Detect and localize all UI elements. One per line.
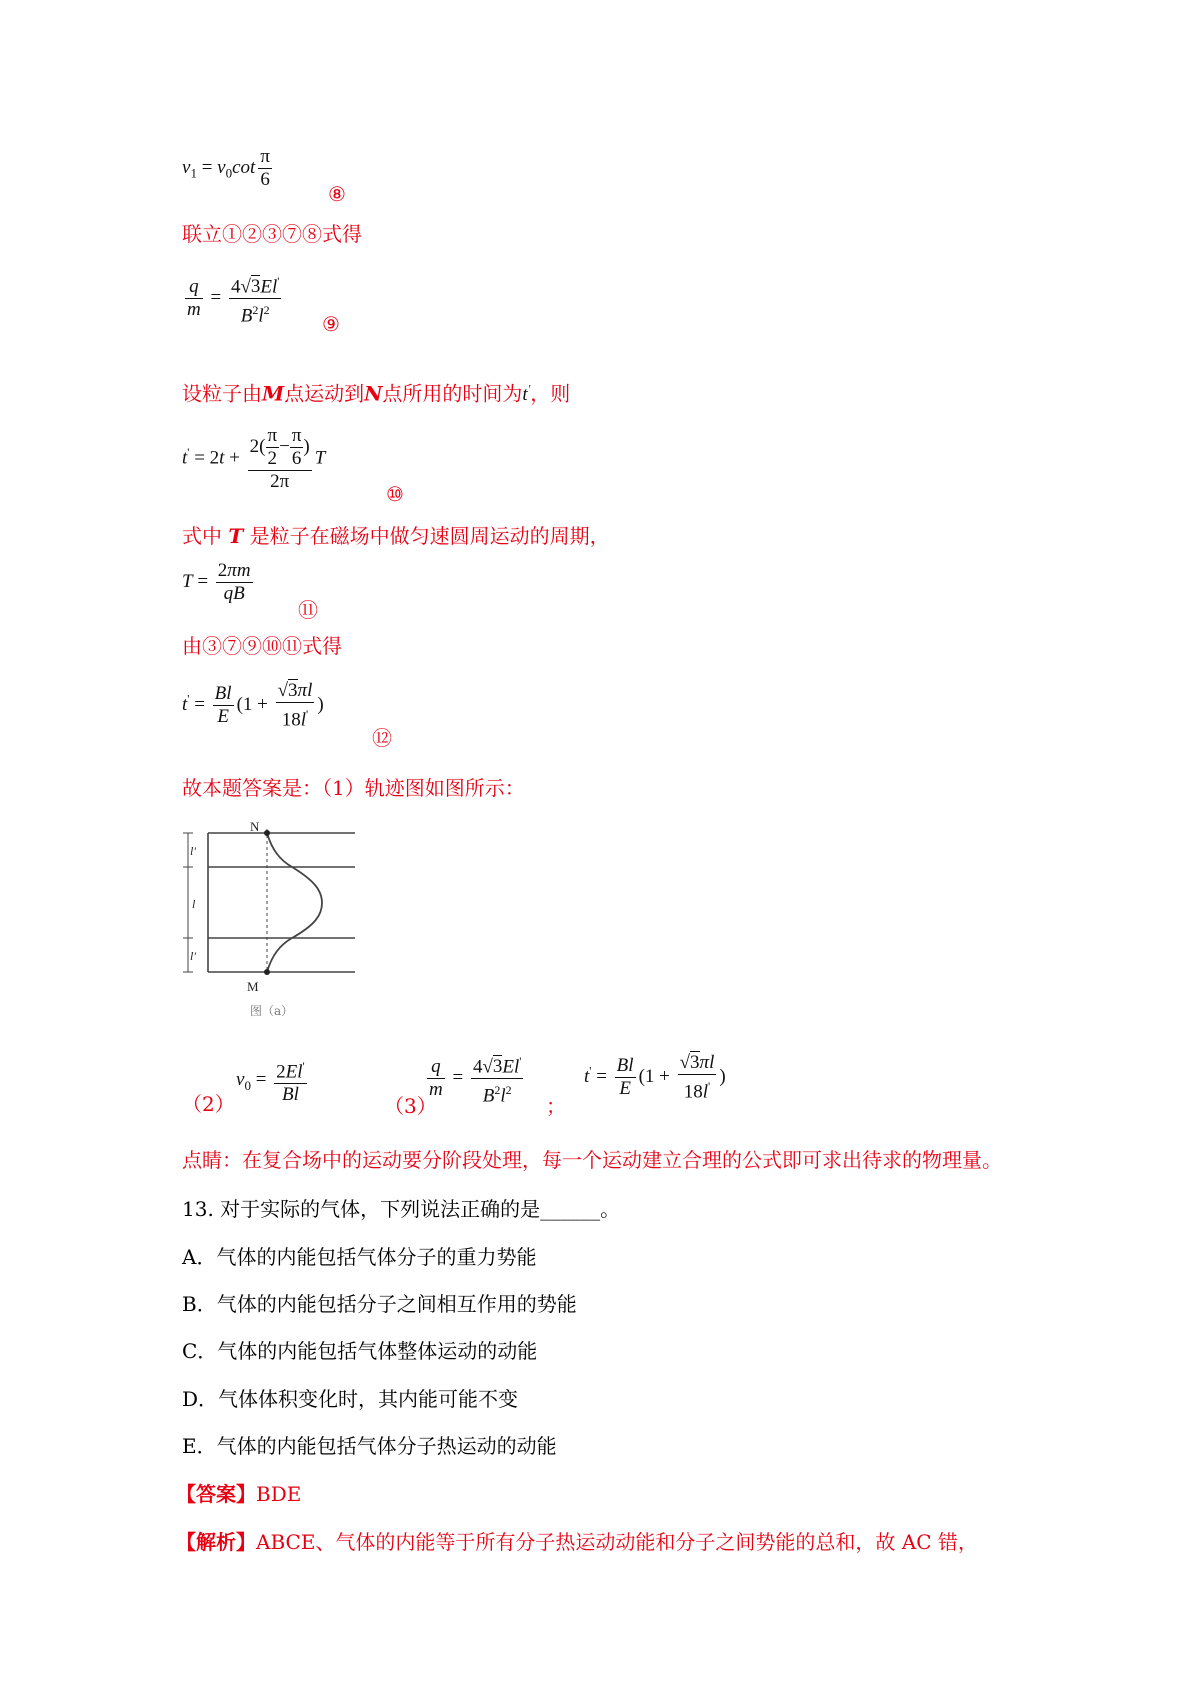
analysis-text: ABCE、气体的内能等于所有分子热运动动能和分子之间势能的总和，故 AC 错， [256,1530,978,1554]
semicolon: ； [546,1094,566,1118]
answer-value: BDE [256,1482,302,1506]
equation-v1: $v_1 = v_0\cot$ $\frac{\pi}{6}$ [182,146,270,190]
answer-2-label: （2） [182,1092,235,1116]
equation-number-12: ⑫ [372,726,392,750]
trajectory-figure [180,815,370,1025]
option-d: D．气体体积变化时，其内能可能不变 [182,1387,519,1411]
equation-time-result: t' = $\frac{Bl}{E}$ (1 + $\frac{√3\pi l}{18l'}$ ) [182,680,324,731]
option-c: C．气体的内能包括气体整体运动的动能 [182,1339,538,1363]
option-e: E．气体的内能包括气体分子热运动的动能 [182,1434,557,1458]
option-b: B．气体的内能包括分子之间相互作用的势能 [182,1292,577,1316]
option-a: A．气体的内能包括气体分子的重力势能 [182,1245,537,1269]
label-N: N [250,819,260,834]
answer-tag: 【答案】 [176,1482,256,1506]
point-N [264,830,270,836]
combine-statement-2: 由③⑦⑨⑩⑪式得 [182,634,342,658]
time-intro-sentence: 设粒子由M点运动到N点所用的时间为t'，则 [182,381,571,406]
analysis-line [176,1528,978,1556]
question-13: 13. 对于实际的气体，下列说法正确的是______。 [182,1197,621,1221]
equation-number-9: ⑨ [322,312,340,336]
equation-period: T = $\frac{2\pi m}{qB}$ [182,560,251,604]
period-sentence: 式中 T 是粒子在磁场中做匀速圆周运动的周期， [182,524,610,548]
equation-number-8: ⑧ [328,182,346,206]
answer-line [176,1480,301,1508]
note-paragraph: 点睛：在复合场中的运动要分阶段处理，每一个运动建立合理的公式即可求出待求的物理量。 [182,1148,1002,1172]
equation-number-10: ⑩ [386,482,404,506]
answer-intro: 故本题答案是：（1）轨迹图如图所示： [182,776,525,800]
label-M: M [247,979,259,994]
analysis-tag: 【解析】 [176,1530,256,1554]
combine-statement-1: 联立①②③⑦⑧式得 [182,222,362,246]
figure-caption: 图（a） [250,1004,294,1018]
point-M [264,969,270,975]
equation-number-11: ⑪ [298,598,318,622]
equation-charge-mass-ratio: $\frac{q}{m}$ = $\frac{4√3El'}{B^2l^2}$ [182,270,284,328]
trajectory-curve [267,833,322,972]
answer-3-label: （3） [384,1094,437,1118]
equation-total-time: t' = 2t + 2( $\frac{\pi}{2}$ − $\frac{\pi}{6}$ ) 2π T [182,425,326,492]
label-l-prime-bottom: l' [190,949,196,963]
label-l: l [192,897,196,911]
answer-3-equation-a: $\frac{q}{m}$ = $\frac{4√3El'}{B^2l^2}$ [424,1050,526,1108]
label-l-prime-top: l' [190,844,196,858]
answer-3-equation-b: t' = $\frac{Bl}{E}$ (1 + $\frac{√3\pi l}{18l'}$ ) [584,1052,726,1103]
answer-2-equation: $v_0$ = $\frac{2El'}{Bl}$ [236,1055,310,1106]
trajectory-diagram [180,815,370,1025]
